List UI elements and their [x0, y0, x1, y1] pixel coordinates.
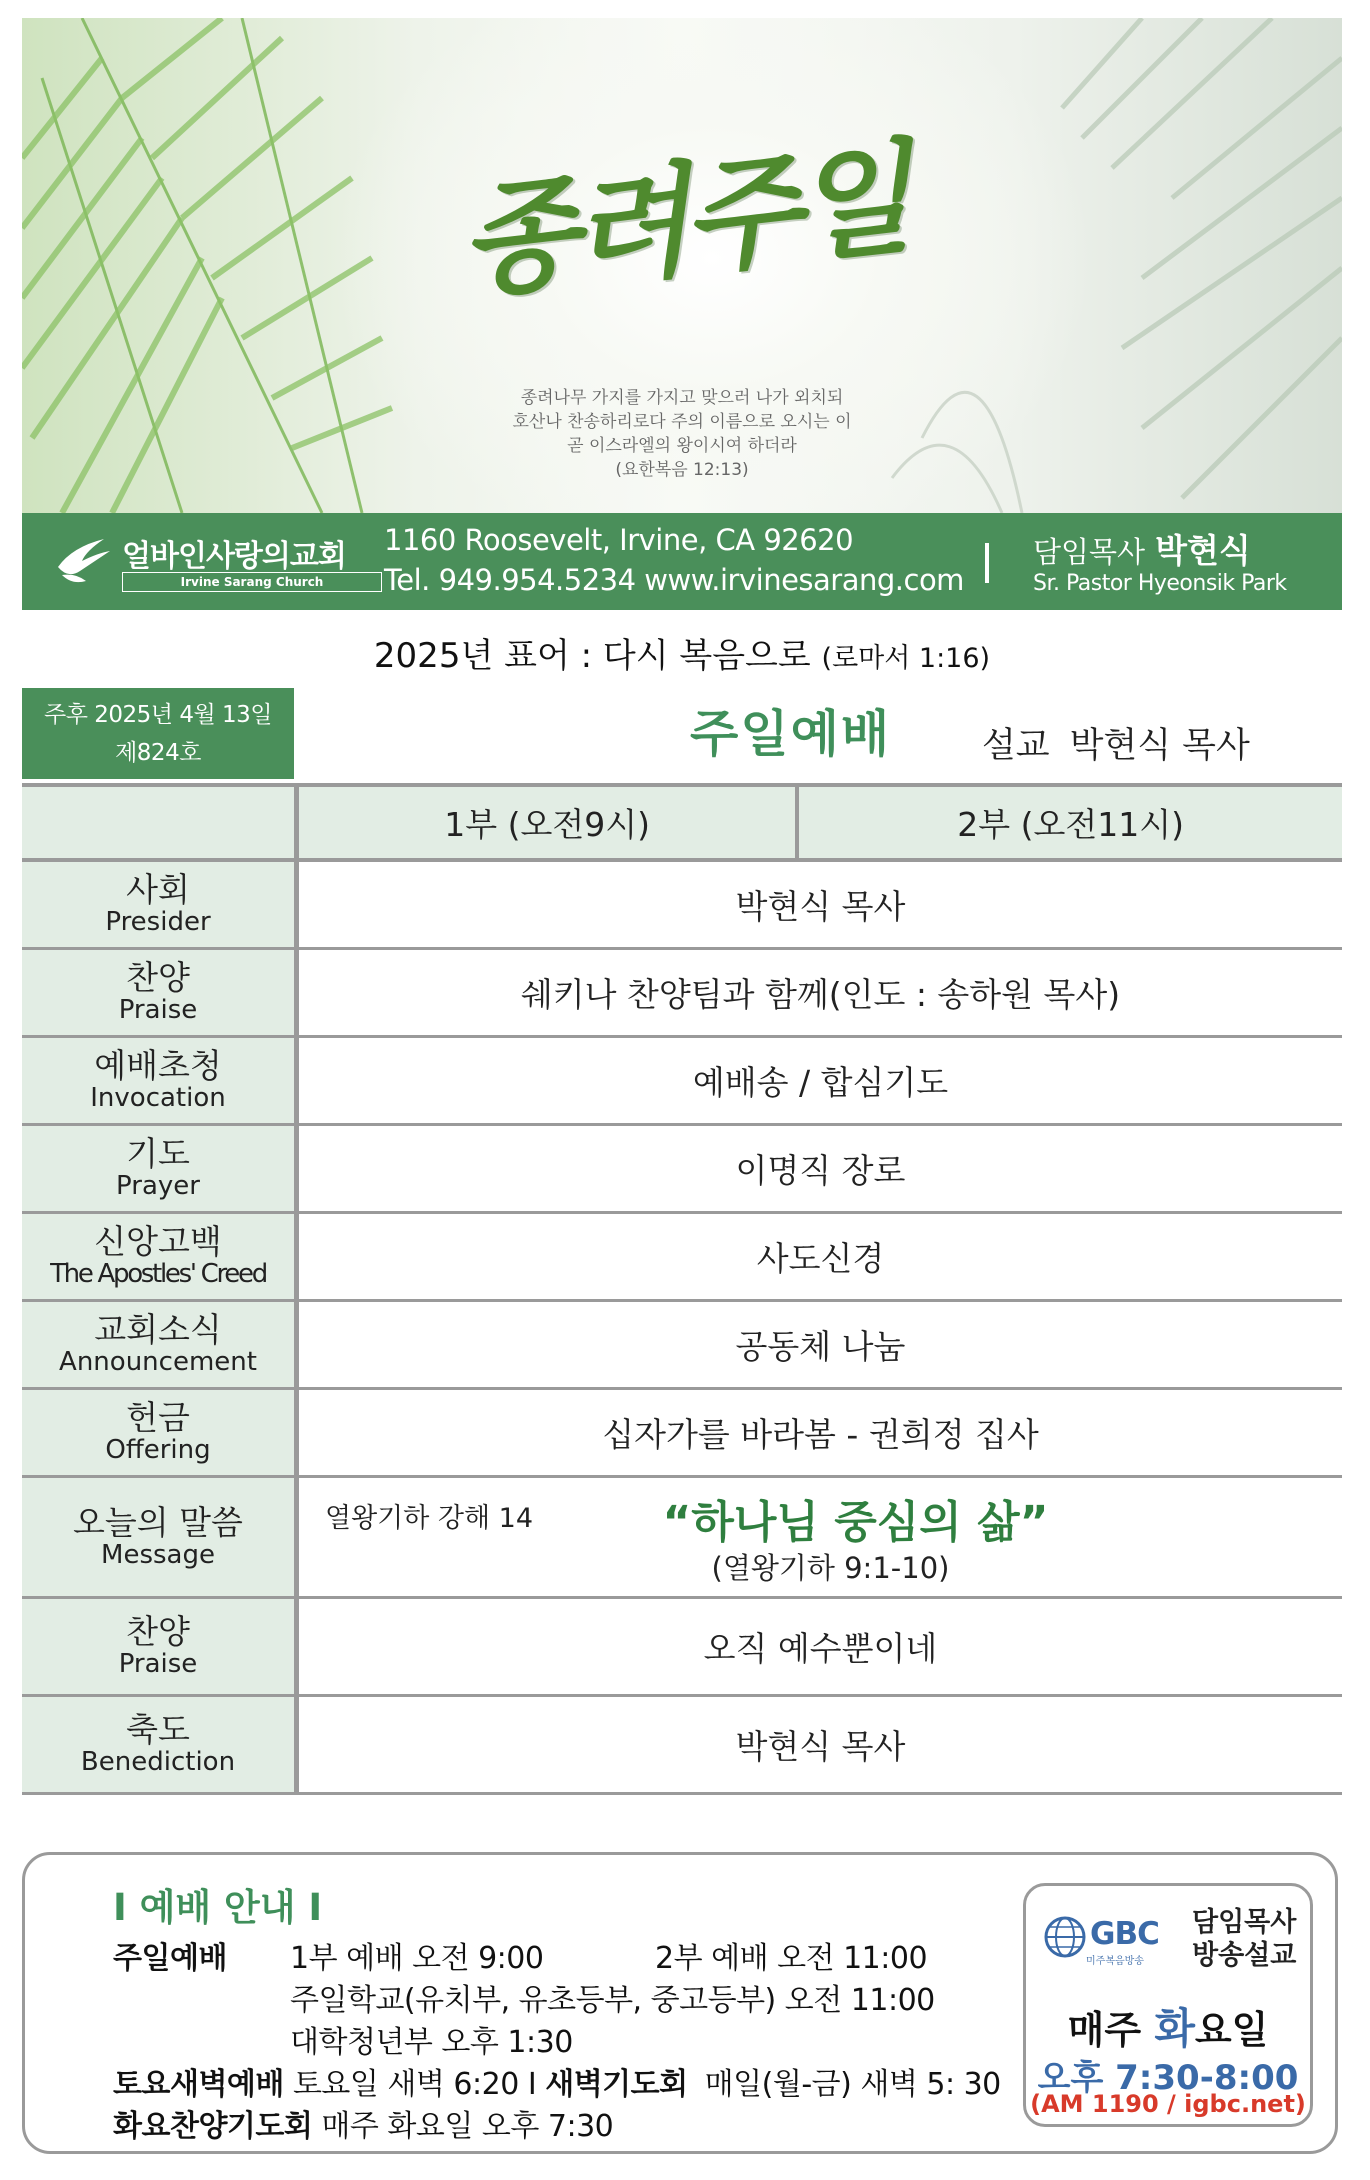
row-label-ko: 예배초청: [94, 1046, 222, 1085]
gbc-week-post: 요일: [1194, 2008, 1269, 2052]
row-value: 예배송 / 합심기도: [297, 1036, 1343, 1124]
hero-verse: [22, 386, 1342, 482]
verse-line: 종려나무 가지를 가지고 맞으러 나가 외치되: [520, 388, 844, 408]
motto-text: 2025년 표어 : 다시 복음으로: [373, 636, 811, 676]
table-row: [22, 1036, 1342, 1124]
table-header-row: [22, 787, 1342, 860]
gbc-logo: [1042, 1914, 1177, 1970]
order-of-worship-table: [22, 787, 1342, 1795]
row-value: 사도신경: [297, 1212, 1343, 1300]
row-label-en: Prayer: [116, 1171, 200, 1201]
row-label: [22, 1212, 297, 1300]
sermon-scripture: (열왕기하 9:1-10): [711, 1550, 950, 1585]
tuesday-label: 화요찬양기도회: [113, 2109, 313, 2144]
row-label: [22, 860, 297, 948]
gbc-line2: 방송설교: [1192, 1940, 1297, 1971]
row-label-en: Invocation: [90, 1083, 226, 1113]
preacher-name: 박현식 목사: [1069, 726, 1250, 766]
sunday-label: [113, 1933, 227, 1977]
gbc-weekday: [1026, 1996, 1310, 2056]
senior-pastor-ko: [1033, 525, 1251, 572]
row-value: 쉐키나 찬양팀과 함께(인도 : 송하원 목사): [297, 948, 1343, 1036]
issue-date: 주후 2025년 4월 13일: [44, 702, 272, 728]
row-label: [22, 1695, 297, 1793]
row-label-en: Benediction: [80, 1747, 236, 1777]
pastor-title: 담임목사: [1033, 535, 1146, 569]
table-row: [22, 1212, 1342, 1300]
saturday-label: 토요새벽예배: [113, 2067, 284, 2102]
row-label-en: Offering: [105, 1435, 211, 1465]
issue-number: 제824호: [115, 740, 201, 766]
row-label-ko: 기도: [126, 1134, 190, 1173]
palm-sunday-title: 종려주일: [452, 124, 913, 315]
sermon-label: 설교: [982, 726, 1050, 766]
header-blank-cell: [22, 787, 297, 860]
sermon-title: “하나님 중심의 삶”: [662, 1496, 1049, 1548]
row-value: 오직 예수뿐이네: [297, 1597, 1343, 1695]
row-label-ko: 헌금: [126, 1398, 190, 1437]
gbc-frequency: (AM 1190 / igbc.net): [1030, 2090, 1306, 2118]
row-label: [22, 948, 297, 1036]
table-row: [22, 1124, 1342, 1212]
worship-info-box: [22, 1852, 1338, 2154]
row-label: [22, 1300, 297, 1388]
row-label-en: Announcement: [59, 1347, 257, 1377]
church-contact: Tel. 949.954.5234 www.irvinesarang.com: [384, 563, 964, 597]
hero-banner: [22, 18, 1342, 513]
first-service-header: 1부 (오전9시): [297, 787, 798, 860]
row-value: 공동체 나눔: [297, 1300, 1343, 1388]
row-label-ko: 사회: [126, 870, 190, 910]
row-label-en: Praise: [118, 1649, 198, 1679]
bulletin: [22, 18, 1342, 1795]
verse-line: 호산나 찬송하리로다 주의 이름으로 오시는 이: [512, 412, 852, 432]
saturday-dawn-line: [113, 2059, 1001, 2103]
service-header: [22, 688, 1342, 783]
sunday-second: 2부 예배 오전 11:00: [655, 1941, 928, 1976]
message-content: [299, 1478, 1342, 1596]
row-value: 박현식 목사: [297, 860, 1343, 948]
gbc-time: 오후 7:30-8:00: [1037, 2058, 1299, 2098]
globe-icon: [1042, 1914, 1088, 1960]
table-row: [22, 1300, 1342, 1388]
gbc-week-day: 화: [1154, 2004, 1195, 2053]
table-row: [22, 1388, 1342, 1476]
church-name-ko: 얼바인사랑의교회: [122, 539, 346, 574]
year-motto: [22, 632, 1342, 680]
row-label: [22, 1036, 297, 1124]
sunday-first: 1부 예배 오전 9:00: [290, 1941, 544, 1976]
row-label-ko: 축도: [126, 1710, 190, 1749]
message-cell: [297, 1476, 1343, 1597]
table-row: [22, 948, 1342, 1036]
row-label-en: Presider: [105, 907, 211, 938]
table-row: [22, 1597, 1342, 1695]
row-value: 박현식 목사: [297, 1695, 1343, 1793]
banner-divider: [985, 543, 989, 583]
church-address: 1160 Roosevelt, Irvine, CA 92620: [384, 523, 854, 557]
row-label-en: Praise: [118, 995, 198, 1025]
row-label-ko: 교회소식: [94, 1310, 222, 1349]
tuesday-time: 매주 화요일 오후 7:30: [321, 2109, 614, 2144]
senior-pastor-en: Sr. Pastor Hyeonsik Park: [1033, 571, 1287, 596]
sermon-preacher: [982, 718, 1250, 768]
church-name-en: Irvine Sarang Church: [122, 572, 382, 592]
motto-reference: (로마서 1:16): [821, 643, 991, 674]
sermon-series: 열왕기하 강해 14: [325, 1502, 534, 1534]
dawn-time: 매일(월-금) 새벽 5: 30: [704, 2067, 1001, 2102]
row-label-en: The Apostles' Creed: [50, 1259, 266, 1289]
gbc-week-pre: 매주: [1067, 2008, 1155, 2052]
tuesday-line: [113, 2101, 613, 2145]
gbc-broadcast-box: [1023, 1883, 1313, 2127]
gbc-logo-sub: 미주복음방송: [1086, 1956, 1144, 1967]
row-label-ko: 찬양: [126, 1612, 190, 1651]
issue-date-box: [22, 688, 294, 779]
row-label-ko: 찬양: [126, 958, 190, 997]
sunday-school: 주일학교(유치부, 유초등부, 중고등부) 오전 11:00: [290, 1983, 935, 2018]
row-value: 이명직 장로: [297, 1124, 1343, 1212]
table-row: [22, 860, 1342, 948]
saturday-time: 토요일 새벽 6:20 I: [292, 2067, 537, 2102]
row-label: [22, 1124, 297, 1212]
worship-info-title: I 예배 안내 I: [113, 1886, 323, 1929]
church-logo-icon: [52, 527, 114, 589]
gbc-line1: 담임목사: [1192, 1907, 1297, 1938]
verse-line: 곧 이스라엘의 왕이시여 하더라: [567, 436, 797, 456]
gbc-program-label: [1192, 1906, 1296, 1972]
sunday-label-text: 주일예배: [113, 1941, 227, 1976]
verse-reference: (요한복음 12:13): [615, 460, 749, 480]
row-label: [22, 1597, 297, 1695]
church-info-banner: [22, 513, 1342, 610]
dawn-label: 새벽기도회: [545, 2067, 688, 2102]
service-title: 주일예배: [690, 705, 892, 763]
second-service-header: 2부 (오전11시): [797, 787, 1342, 860]
table-row: [22, 1695, 1342, 1793]
row-label: [22, 1476, 297, 1597]
gbc-logo-text: GBC: [1090, 1916, 1159, 1952]
message-row: [22, 1476, 1342, 1597]
row-label: [22, 1388, 297, 1476]
row-label-ko: 오늘의 말씀: [73, 1502, 243, 1542]
row-label-en: Message: [101, 1539, 215, 1570]
row-value: 십자가를 바라봄 - 권희정 집사: [297, 1388, 1343, 1476]
row-label-ko: 신앙고백: [94, 1222, 222, 1261]
youth-service: 대학청년부 오후 1:30: [290, 2025, 573, 2060]
pastor-name: 박현식: [1155, 531, 1251, 570]
